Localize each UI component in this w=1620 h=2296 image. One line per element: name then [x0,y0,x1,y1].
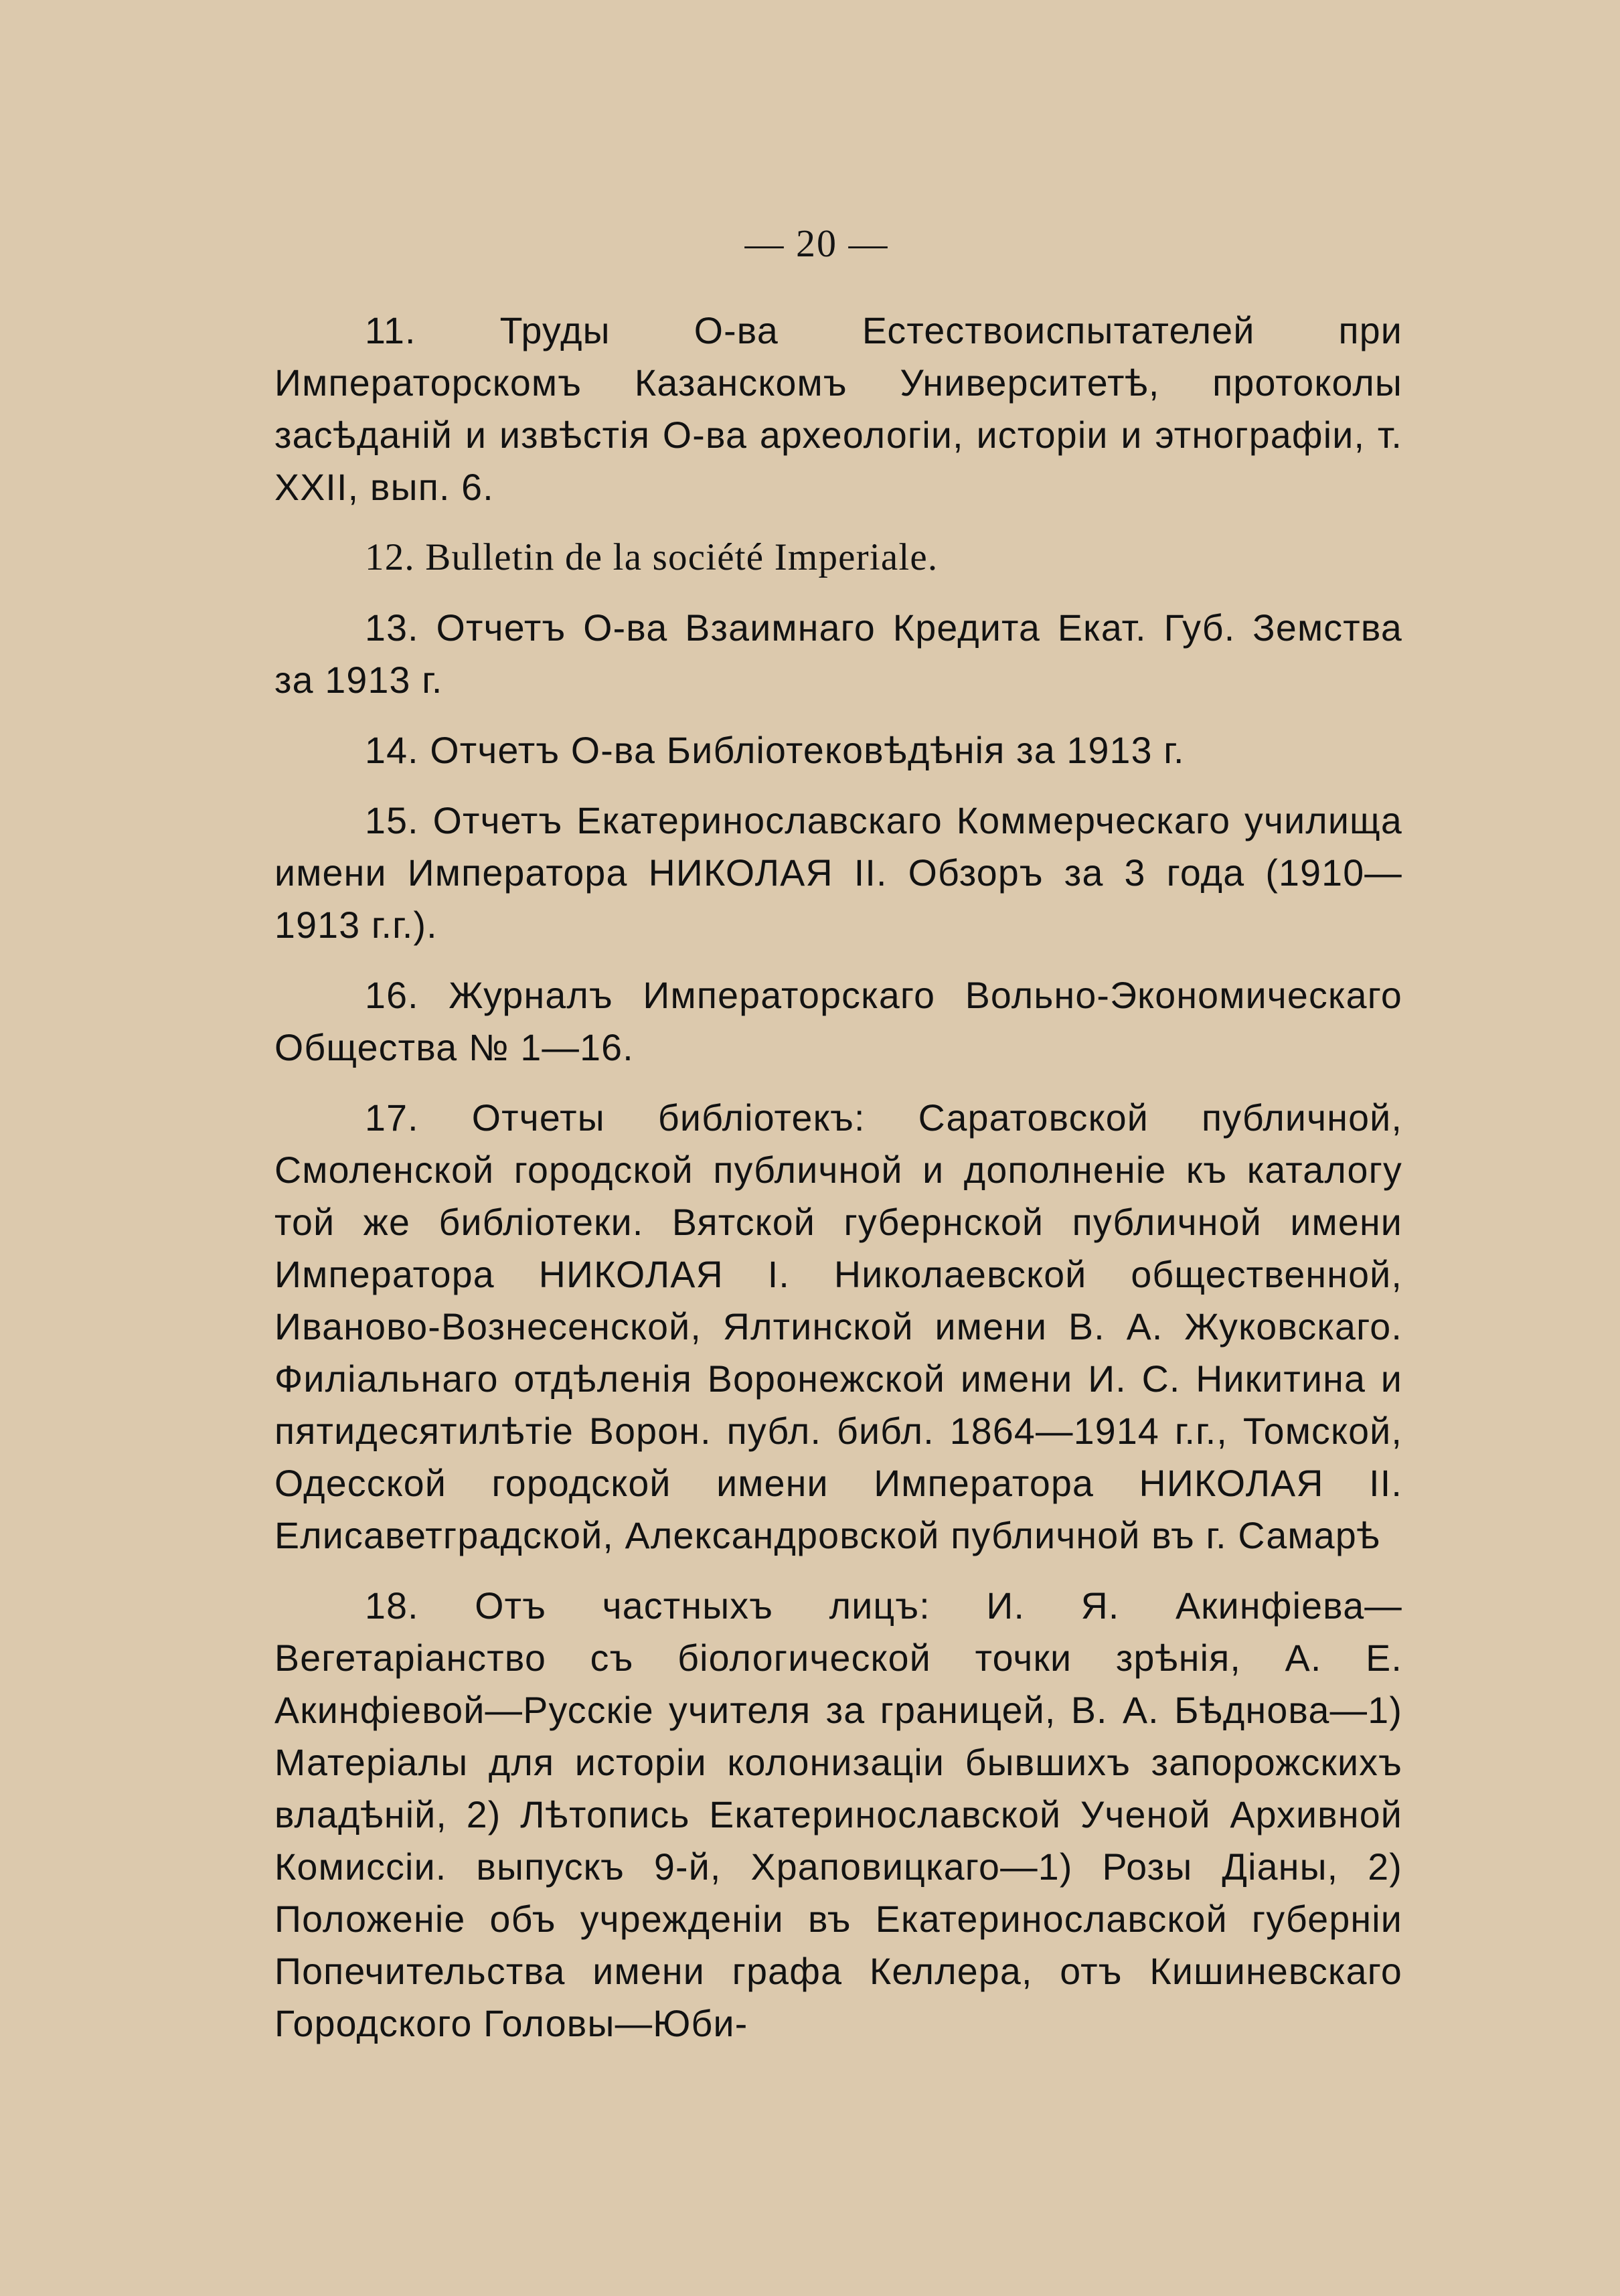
entry-11: 11. Труды О-ва Естествоиспытателей при Императорскомъ Казанскомъ Университетѣ, протоколы засѣданій и извѣстія О-ва археологіи, исторіи и этнографіи, т. XXII, вып. 6. [274,310,1402,508]
entry-list [274,305,1402,2068]
entry-13: 13. Отчетъ О-ва Взаимнаго Кредита Екат. Губ. Земства за 1913 г. [274,607,1402,701]
entry-12: 12. Bulletin de la société Imperiale. [365,536,939,578]
entry-15: 15. Отчетъ Екатеринославскаго Коммерческаго училища имени Императора НИКОЛАЯ II. Обзоръ за 3 года (1910—1913 г.г.). [274,800,1402,946]
entry-17: 17. Отчеты библіотекъ: Саратовской публичной, Смоленской городской публичной и дополненіе къ каталогу той же библіотеки. Вятской губернской публичной имени Императора НИКОЛАЯ I. Николаевской общественной, Иваново-Вознесенской, Ялтинской имени В. А. Жуковскаго. Филіальнаго отдѣленія Воронежской имени И. С. Никитина и пятидесятилѣтіе Ворон. публ. библ. 1864—1914 г.г., Томской, Одесской городской имени Императора НИКОЛАЯ II. Елисаветградской, Александровской публичной въ г. Самарѣ [274,1097,1402,1556]
entry-14: 14. Отчетъ О-ва Библіотековѣдѣнія за 1913 г. [365,730,1185,771]
entry-18: 18. Отъ частныхъ лицъ: И. Я. Акинфіева—Вегетаріанство съ біологической точки зрѣнія, А. Е. Акинфіевой—Русскіе учителя за границей, В. А. Бѣднова—1) Матеріалы для исторіи колонизаціи бывшихъ запорожскихъ владѣній, 2) Лѣтопись Екатеринославской Ученой Архивной Комиссіи. выпускъ 9-й, Храповицкаго—1) Розы Діаны, 2) Положеніе объ учрежденіи въ Екатеринославской губерніи Попечительства имени графа Келлера, отъ Кишиневскаго Городского Головы—Юби- [274,1585,1402,2044]
page-number: — 20 — [744,222,889,265]
entry-16: 16. Журналъ Императорскаго Вольно-Экономическаго Общества № 1—16. [274,975,1402,1068]
